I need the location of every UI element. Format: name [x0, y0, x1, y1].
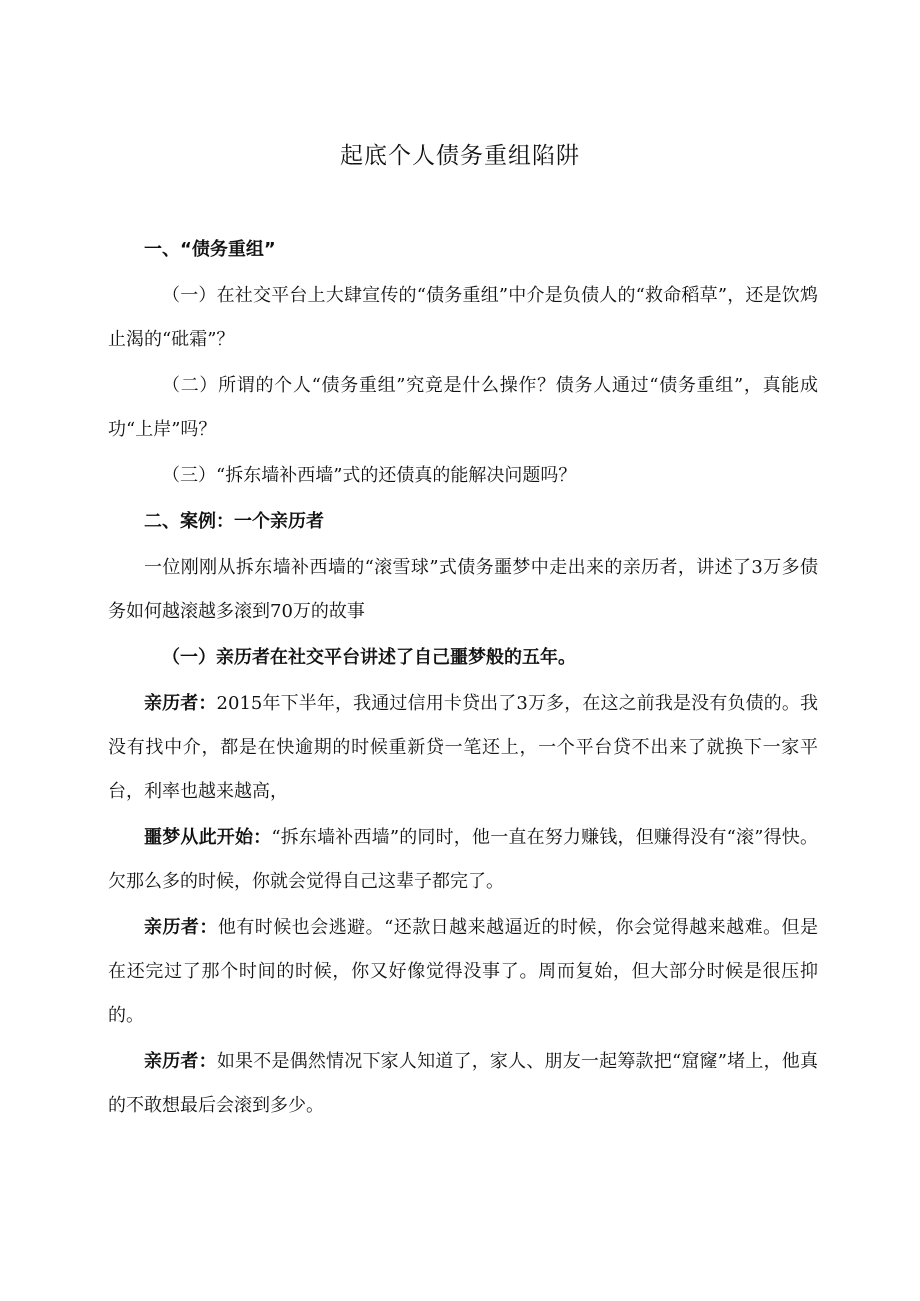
paragraph-3-lead: 亲历者：: [144, 917, 218, 938]
paragraph-4-text: 如果不是偶然情况下家人知道了，家人、朋友一起筹款把“窟窿”堵上，他真的不敢想最后会滚到多少。: [108, 1051, 819, 1116]
paragraph-2: [108, 816, 818, 904]
section2-subheading: （一）亲历者在社交平台讲述了自己噩梦般的五年。: [162, 647, 576, 668]
section1-item-3: （三）“拆东墙补西墙”式的还债真的能解决问题吗？: [162, 465, 577, 486]
paragraph-4: [108, 1040, 818, 1128]
paragraph-4-lead: 亲历者：: [144, 1051, 217, 1072]
paragraph-1-text: 2015年下半年，我通过信用卡贷出了3万多，在这之前我是没有负债的。我没有找中介，都是在快逾期的时候重新贷一笔还上，一个平台贷不出来了就换下一家平台，利率也越来越高，: [108, 693, 818, 802]
section-heading-2: 二、案例：一个亲历者: [144, 511, 324, 532]
document-title: 起底个人债务重组陷阱: [340, 143, 580, 169]
section-heading-1: 一、“债务重组”: [144, 239, 276, 260]
paragraph-2-text: “拆东墙补西墙”的同时，他一直在努力赚钱，但赚得没有“滚”得快。欠那么多的时候，你就会觉得自己这辈子都完了。: [108, 827, 818, 892]
section1-item-2: （二）所谓的个人“债务重组”究竟是什么操作？债务人通过“债务重组”，真能成功“上岸”吗？: [108, 375, 818, 440]
paragraph-1: [108, 682, 818, 814]
section2-intro: 一位刚刚从拆东墙补西墙的“滚雪球”式债务噩梦中走出来的亲历者，讲述了3万多债务如何越滚越多滚到70万的故事: [108, 557, 818, 622]
paragraph-2-lead: 噩梦从此开始：: [144, 827, 272, 848]
paragraph-1-lead: 亲历者：: [144, 693, 217, 714]
paragraph-3: [108, 906, 818, 1038]
document-body: [108, 228, 818, 1130]
section1-item-1: （一）在社交平台上大肆宣传的“债务重组”中介是负债人的“救命稻草”，还是饮鸩止渴的“砒霜”？: [108, 285, 818, 350]
paragraph-3-text: 他有时候也会逃避。“还款日越来越逼近的时候，你会觉得越来越难。但是在还完过了那个时间的时候，你又好像觉得没事了。周而复始，但大部分时候是很压抑的。: [108, 917, 819, 1026]
